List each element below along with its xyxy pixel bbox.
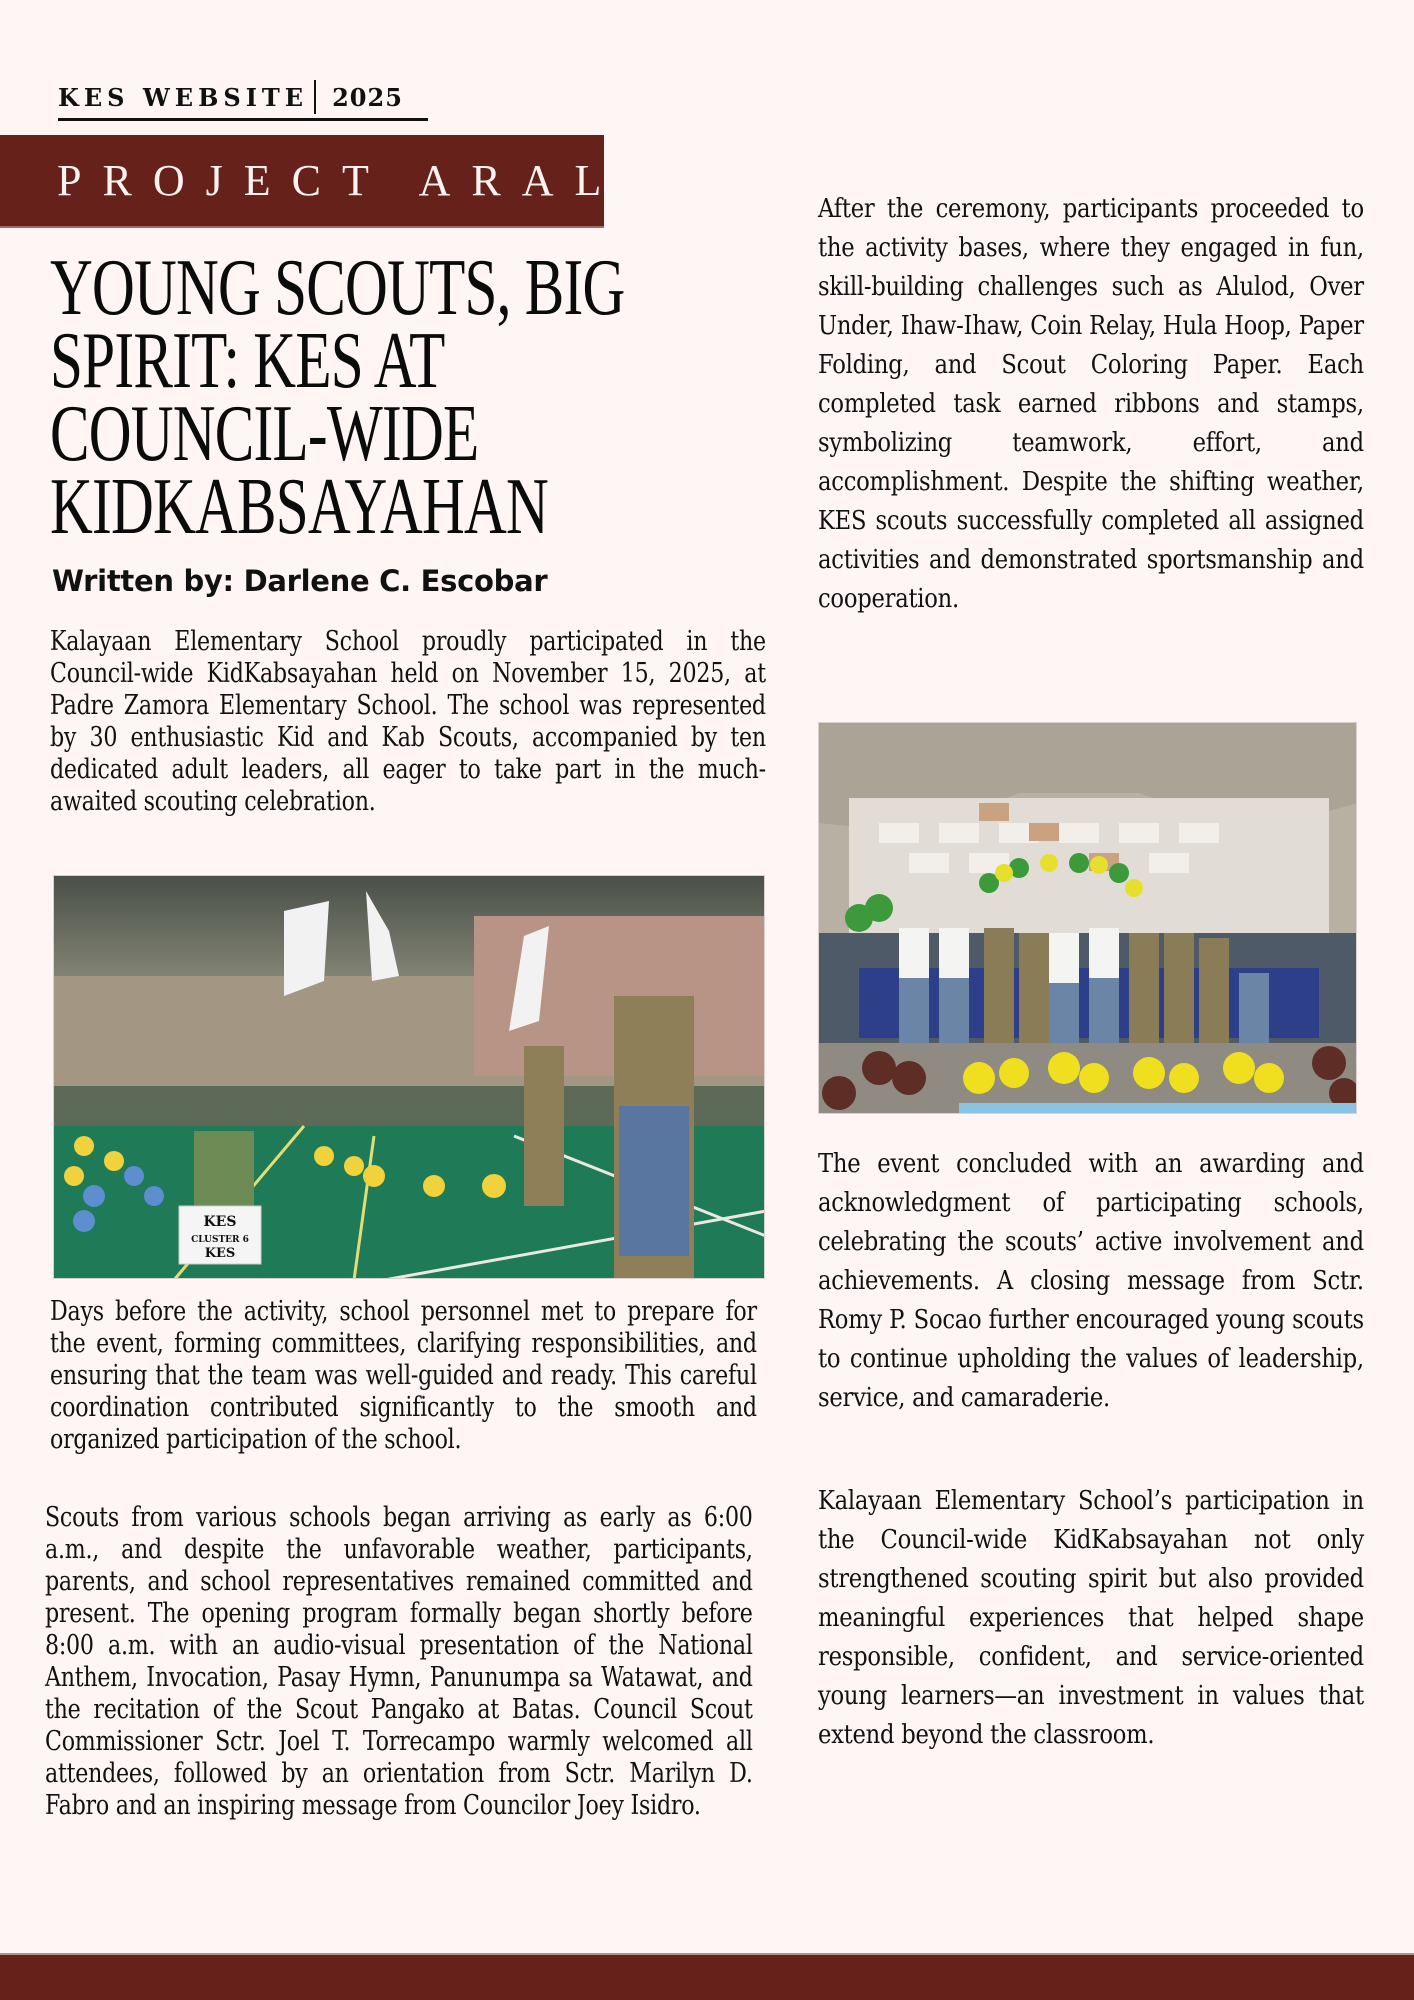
- divider: [314, 80, 316, 114]
- photo-leaders-image: [819, 723, 1357, 1114]
- paragraph-opening: Scouts from various schools began arriving as early as 6:00 a.m., and despite the unfavorable weather, participants, parents, and school representatives remained committed and present. The opening program formally began shortly before 8:00 a.m. with an audio-visual presentation of the National Anthem, Invocation, Pasay Hymn, Panunumpa sa Watawat, and the recitation of the Scout Pangako at Batas. Council Scout Commissioner Sctr. Joel T. Torrecampo warmly welcomed all attendees, followed by an orientation from Sctr. Marilyn D. Fabro and an inspiring message from Councilor Joey Isidro.: [45, 1502, 753, 1821]
- photo-adult-leaders: [818, 722, 1357, 1114]
- paragraph-activities: After the ceremony, participants proceeded to the activity bases, where they engaged in fun, skill-building challenges such as Alulod, Over Under, Ihaw-Ihaw, Coin Relay, Hula Hoop, Paper Folding, and Scout Coloring Paper. Each completed task earned ribbons and stamps, symbolizing teamwork, effort, and accomplishment. Despite the shifting weather, KES scouts successfully completed all assigned activities and demonstrated sportsmanship and cooperation.: [818, 194, 1364, 614]
- photo-scouts-gathering: [53, 875, 765, 1279]
- paragraph-closing: The event concluded with an awarding and acknowledgment of participating schools, celebrating the scouts’ active involvement and achievements. A closing message from Sctr. Romy P. Socao further encouraged young scouts to continue upholding the values of leadership, service, and camaraderie.: [818, 1149, 1364, 1413]
- site-name: KES WEBSITE: [58, 83, 309, 112]
- title-line: COUNCIL-WIDE: [50, 390, 479, 478]
- right-column-conclusion: [818, 1482, 1414, 1755]
- photo-scouts-image: [54, 876, 765, 1279]
- title-line: SPIRIT: KES AT: [50, 317, 445, 405]
- section-label: PROJECT ARAL: [57, 156, 623, 205]
- masthead: [58, 80, 428, 121]
- section-band: [0, 135, 623, 228]
- masthead-year: 2025: [332, 83, 403, 112]
- right-column-closing: [818, 1145, 1414, 1418]
- left-column-opening: [45, 1502, 908, 1822]
- left-column-preparation: [50, 1296, 912, 1456]
- title-line: KIDKABSAYAHAN: [50, 463, 549, 551]
- sign-text: CLUSTER 6: [191, 1235, 249, 1245]
- sign-text: KES: [203, 1214, 237, 1230]
- sign-text: KES: [204, 1246, 236, 1261]
- article-title: [50, 244, 716, 551]
- left-column-intro: [50, 626, 923, 818]
- title-line: YOUNG SCOUTS, BIG: [50, 244, 625, 332]
- right-column-activities: [818, 190, 1414, 619]
- footer-band: [0, 1953, 1414, 2000]
- byline: Written by: Darlene C. Escobar: [52, 564, 548, 598]
- paragraph-intro: Kalayaan Elementary School proudly participated in the Council-wide KidKabsayahan held on November 15, 2025, at Padre Zamora Elementary School. The school was represented by 30 enthusiastic Kid and Kab Scouts, accompanied by ten dedicated adult leaders, all eager to take part in the much-awaited scouting celebration.: [50, 626, 766, 817]
- paragraph-conclusion: Kalayaan Elementary School’s participation in the Council-wide KidKabsayahan not only strengthened scouting spirit but also provided meaningful experiences that helped shape responsible, confident, and service-oriented young learners—an investment in values that extend beyond the classroom.: [818, 1486, 1364, 1750]
- paragraph-preparation: Days before the activity, school personnel met to prepare for the event, forming committees, clarifying responsibilities, and ensuring that the team was well-guided and ready. This careful coordination contributed significantly to the smooth and organized participation of the school.: [50, 1296, 757, 1455]
